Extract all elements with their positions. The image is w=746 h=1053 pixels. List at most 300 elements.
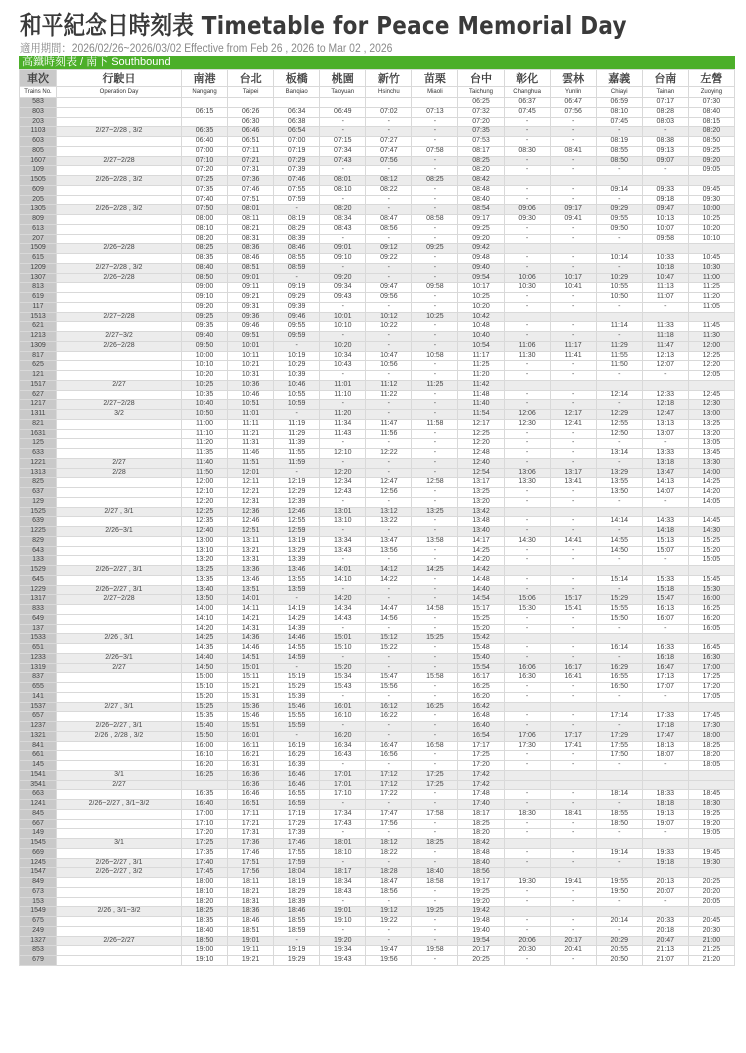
time-tainan: 11:33	[642, 322, 688, 332]
time-yunlin: -	[550, 166, 596, 176]
train-number: 825	[20, 478, 57, 488]
table-row	[20, 107, 735, 117]
time-zuoying: 12:30	[688, 400, 734, 410]
time-hsinchu: -	[366, 234, 412, 244]
time-taoyuan: 12:43	[320, 488, 366, 498]
time-chiayi: 16:29	[596, 663, 642, 673]
operation-day	[57, 819, 182, 829]
time-changhua: 17:06	[504, 731, 550, 741]
time-nangang: 13:25	[182, 566, 228, 576]
time-banqiao: 11:39	[274, 439, 320, 449]
time-chiayi: 11:55	[596, 351, 642, 361]
time-changhua: -	[504, 683, 550, 693]
time-miaoli: -	[412, 663, 458, 673]
time-changhua: -	[504, 800, 550, 810]
time-miaoli: -	[412, 829, 458, 839]
operation-day	[57, 605, 182, 615]
table-row	[20, 731, 735, 741]
time-taipei: 10:21	[228, 361, 274, 371]
train-number: 657	[20, 712, 57, 722]
time-miaoli: -	[412, 429, 458, 439]
time-chiayi: 09:29	[596, 205, 642, 215]
time-tainan: 07:17	[642, 98, 688, 108]
table-row	[20, 176, 735, 186]
time-taichung: 08:48	[458, 185, 504, 195]
time-taipei: 08:11	[228, 215, 274, 225]
operation-day: 2/27 , 3/1	[57, 702, 182, 712]
time-zuoying: 07:30	[688, 98, 734, 108]
time-changhua: -	[504, 614, 550, 624]
time-hsinchu: -	[366, 829, 412, 839]
train-number: 153	[20, 897, 57, 907]
time-zuoying: 14:25	[688, 478, 734, 488]
time-taoyuan: -	[320, 624, 366, 634]
time-zuoying: 12:20	[688, 361, 734, 371]
operation-day: 2/26 , 3/1	[57, 634, 182, 644]
time-miaoli: 17:25	[412, 780, 458, 790]
time-taichung: 14:20	[458, 556, 504, 566]
time-taipei: 08:46	[228, 254, 274, 264]
time-hsinchu: 10:47	[366, 351, 412, 361]
column-subheader-miaoli: Miaoli	[412, 87, 458, 98]
time-nangang: 17:35	[182, 848, 228, 858]
time-yunlin: -	[550, 848, 596, 858]
time-miaoli: -	[412, 488, 458, 498]
time-tainan: -	[642, 371, 688, 381]
time-zuoying	[688, 566, 734, 576]
time-taichung: 18:17	[458, 809, 504, 819]
time-zuoying: 16:05	[688, 624, 734, 634]
time-hsinchu: 12:47	[366, 478, 412, 488]
time-changhua: -	[504, 722, 550, 732]
time-zuoying: 21:00	[688, 936, 734, 946]
time-taipei: 15:11	[228, 673, 274, 683]
time-nangang: 16:40	[182, 800, 228, 810]
time-miaoli: -	[412, 683, 458, 693]
time-chiayi: 17:14	[596, 712, 642, 722]
time-taipei: 18:51	[228, 926, 274, 936]
time-taipei: 10:36	[228, 380, 274, 390]
time-chiayi: 15:14	[596, 575, 642, 585]
time-zuoying	[688, 907, 734, 917]
time-taipei: 18:21	[228, 887, 274, 897]
time-miaoli: -	[412, 546, 458, 556]
operation-day	[57, 351, 182, 361]
time-chiayi: -	[596, 556, 642, 566]
operation-day	[57, 624, 182, 634]
time-banqiao: 09:19	[274, 283, 320, 293]
operation-day	[57, 536, 182, 546]
train-number: 1537	[20, 702, 57, 712]
time-taichung: 20:25	[458, 956, 504, 966]
time-nangang: 13:35	[182, 575, 228, 585]
time-hsinchu: 19:22	[366, 917, 412, 927]
time-taipei: 18:31	[228, 897, 274, 907]
time-chiayi: 17:55	[596, 741, 642, 751]
time-taoyuan: -	[320, 439, 366, 449]
time-taichung: 17:48	[458, 790, 504, 800]
time-nangang: 18:00	[182, 878, 228, 888]
time-tainan: 16:33	[642, 644, 688, 654]
time-changhua: -	[504, 829, 550, 839]
time-chiayi: 18:14	[596, 790, 642, 800]
time-chiayi: 10:55	[596, 283, 642, 293]
time-chiayi: 10:14	[596, 254, 642, 264]
time-nangang: 14:10	[182, 614, 228, 624]
time-taoyuan: -	[320, 497, 366, 507]
time-hsinchu: -	[366, 595, 412, 605]
table-row	[20, 458, 735, 468]
table-row	[20, 956, 735, 966]
time-hsinchu: 10:12	[366, 312, 412, 322]
time-nangang: 15:35	[182, 712, 228, 722]
time-taoyuan: 09:43	[320, 293, 366, 303]
operation-day	[57, 107, 182, 117]
table-row	[20, 488, 735, 498]
time-chiayi: 08:19	[596, 137, 642, 147]
train-number: 1221	[20, 458, 57, 468]
time-taichung: 09:54	[458, 273, 504, 283]
table-row	[20, 800, 735, 810]
operation-day: 2/26~2/28	[57, 341, 182, 351]
train-number: 667	[20, 819, 57, 829]
time-chiayi: 11:29	[596, 341, 642, 351]
operation-day: 3/1	[57, 770, 182, 780]
time-tainan: 13:18	[642, 458, 688, 468]
train-number: 3541	[20, 780, 57, 790]
time-zuoying: 10:00	[688, 205, 734, 215]
time-taipei: 19:01	[228, 936, 274, 946]
time-banqiao: 08:59	[274, 263, 320, 273]
time-taichung: 16:54	[458, 731, 504, 741]
time-hsinchu: 18:22	[366, 848, 412, 858]
time-hsinchu: -	[366, 468, 412, 478]
time-zuoying: 21:20	[688, 956, 734, 966]
operation-day: 2/26~3/1	[57, 653, 182, 663]
operation-day	[57, 419, 182, 429]
operation-day: 2/26 , 3/1~3/2	[57, 907, 182, 917]
time-taoyuan: 11:43	[320, 429, 366, 439]
column-subheader-operation-day: Operation Day	[57, 87, 182, 98]
time-chiayi: 14:55	[596, 536, 642, 546]
time-hsinchu: -	[366, 653, 412, 663]
time-banqiao: 15:55	[274, 712, 320, 722]
time-chiayi: 12:29	[596, 410, 642, 420]
time-yunlin: -	[550, 488, 596, 498]
time-banqiao: 09:29	[274, 293, 320, 303]
time-taichung: 10:17	[458, 283, 504, 293]
time-miaoli: 07:13	[412, 107, 458, 117]
time-chiayi: 10:29	[596, 273, 642, 283]
time-banqiao: 10:19	[274, 351, 320, 361]
time-chiayi: 13:14	[596, 449, 642, 459]
time-yunlin: -	[550, 400, 596, 410]
time-taipei: 09:21	[228, 293, 274, 303]
table-row	[20, 205, 735, 215]
time-miaoli: -	[412, 595, 458, 605]
time-taipei: 16:31	[228, 761, 274, 771]
time-hsinchu: 16:12	[366, 702, 412, 712]
time-taoyuan: 10:01	[320, 312, 366, 322]
time-taipei: 07:36	[228, 176, 274, 186]
time-zuoying: 19:20	[688, 819, 734, 829]
time-tainan: 18:07	[642, 751, 688, 761]
time-zuoying: 20:20	[688, 887, 734, 897]
time-chiayi: 18:50	[596, 819, 642, 829]
time-taipei: 17:36	[228, 839, 274, 849]
time-taichung: 12:17	[458, 419, 504, 429]
operation-day	[57, 917, 182, 927]
time-chiayi	[596, 780, 642, 790]
table-row	[20, 663, 735, 673]
time-changhua: 09:30	[504, 215, 550, 225]
time-tainan: 13:33	[642, 449, 688, 459]
time-miaoli: -	[412, 390, 458, 400]
time-changhua: -	[504, 332, 550, 342]
time-miaoli: 18:25	[412, 839, 458, 849]
table-row	[20, 293, 735, 303]
time-hsinchu: 12:56	[366, 488, 412, 498]
operation-day	[57, 361, 182, 371]
time-taoyuan: 18:17	[320, 868, 366, 878]
time-changhua: -	[504, 790, 550, 800]
time-banqiao: 07:29	[274, 156, 320, 166]
time-banqiao: 17:59	[274, 858, 320, 868]
time-taoyuan: -	[320, 653, 366, 663]
operation-day: 2/27~2/28	[57, 595, 182, 605]
time-taipei: 11:46	[228, 449, 274, 459]
time-yunlin: -	[550, 614, 596, 624]
time-changhua: -	[504, 751, 550, 761]
time-tainan: 10:33	[642, 254, 688, 264]
time-taipei: 14:31	[228, 624, 274, 634]
table-row	[20, 858, 735, 868]
time-nangang: 17:00	[182, 809, 228, 819]
time-banqiao: -	[274, 468, 320, 478]
time-taichung: 18:20	[458, 829, 504, 839]
train-number: 1245	[20, 858, 57, 868]
operation-day	[57, 146, 182, 156]
time-taoyuan: 15:10	[320, 644, 366, 654]
column-header-chiayi: 嘉義	[596, 70, 642, 87]
time-nangang: 16:10	[182, 751, 228, 761]
time-taipei: 10:11	[228, 351, 274, 361]
time-changhua: 20:30	[504, 946, 550, 956]
time-yunlin	[550, 907, 596, 917]
table-row	[20, 478, 735, 488]
time-hsinchu: 18:12	[366, 839, 412, 849]
time-miaoli: -	[412, 585, 458, 595]
column-header-tainan: 台南	[642, 70, 688, 87]
time-yunlin: -	[550, 185, 596, 195]
time-taipei: 09:11	[228, 283, 274, 293]
time-taichung: 06:25	[458, 98, 504, 108]
time-nangang: 16:20	[182, 761, 228, 771]
time-taipei: 14:51	[228, 653, 274, 663]
header-row-english	[20, 87, 735, 98]
operation-day	[57, 809, 182, 819]
time-taichung: 16:48	[458, 712, 504, 722]
time-tainan: 09:58	[642, 234, 688, 244]
time-chiayi	[596, 702, 642, 712]
time-nangang: 12:25	[182, 507, 228, 517]
operation-day	[57, 741, 182, 751]
header-row-chinese	[20, 70, 735, 87]
time-yunlin	[550, 312, 596, 322]
table-row	[20, 341, 735, 351]
time-banqiao: 18:59	[274, 926, 320, 936]
time-zuoying: 14:05	[688, 497, 734, 507]
time-banqiao: 13:46	[274, 566, 320, 576]
time-taoyuan: 09:01	[320, 244, 366, 254]
time-taipei: 10:01	[228, 341, 274, 351]
time-taipei: 16:01	[228, 731, 274, 741]
time-nangang: 14:40	[182, 653, 228, 663]
table-row	[20, 634, 735, 644]
time-yunlin: 10:17	[550, 273, 596, 283]
time-zuoying: 13:25	[688, 419, 734, 429]
time-changhua: -	[504, 546, 550, 556]
time-nangang: 07:00	[182, 146, 228, 156]
time-tainan: 19:13	[642, 809, 688, 819]
time-tainan: 11:18	[642, 332, 688, 342]
time-tainan	[642, 380, 688, 390]
time-zuoying: 09:20	[688, 156, 734, 166]
time-yunlin: 20:41	[550, 946, 596, 956]
time-nangang: 09:20	[182, 302, 228, 312]
time-tainan: 17:13	[642, 673, 688, 683]
time-hsinchu: -	[366, 371, 412, 381]
time-tainan: 19:33	[642, 848, 688, 858]
time-nangang: 19:00	[182, 946, 228, 956]
time-chiayi: -	[596, 263, 642, 273]
time-changhua: -	[504, 195, 550, 205]
time-miaoli: -	[412, 234, 458, 244]
train-number: 651	[20, 644, 57, 654]
time-hsinchu: 14:47	[366, 605, 412, 615]
time-changhua: -	[504, 653, 550, 663]
time-tainan: 12:07	[642, 361, 688, 371]
time-banqiao: 16:59	[274, 800, 320, 810]
time-nangang: 14:00	[182, 605, 228, 615]
operation-day: 2/26 , 2/28 , 3/2	[57, 731, 182, 741]
time-miaoli: -	[412, 848, 458, 858]
time-changhua: -	[504, 390, 550, 400]
time-banqiao: 10:55	[274, 390, 320, 400]
time-banqiao: 07:46	[274, 176, 320, 186]
time-hsinchu: 07:56	[366, 156, 412, 166]
train-number: 1217	[20, 400, 57, 410]
time-banqiao: 09:39	[274, 302, 320, 312]
time-yunlin: -	[550, 390, 596, 400]
time-chiayi: -	[596, 497, 642, 507]
train-number: 1631	[20, 429, 57, 439]
time-taichung: 09:48	[458, 254, 504, 264]
time-tainan: 16:13	[642, 605, 688, 615]
time-miaoli: -	[412, 761, 458, 771]
time-chiayi	[596, 839, 642, 849]
operation-day: 2/26~2/28	[57, 244, 182, 254]
time-taipei: 12:36	[228, 507, 274, 517]
time-yunlin: -	[550, 527, 596, 537]
operation-day	[57, 234, 182, 244]
operation-day	[57, 614, 182, 624]
time-miaoli: 12:58	[412, 478, 458, 488]
time-miaoli: -	[412, 644, 458, 654]
time-nangang: 14:20	[182, 624, 228, 634]
time-taipei: 06:26	[228, 107, 274, 117]
time-yunlin: 12:17	[550, 410, 596, 420]
time-taichung: 17:20	[458, 761, 504, 771]
train-number: 1237	[20, 722, 57, 732]
time-banqiao: 06:38	[274, 117, 320, 127]
time-zuoying: 08:20	[688, 127, 734, 137]
time-zuoying: 17:00	[688, 663, 734, 673]
train-number: 1213	[20, 332, 57, 342]
time-tainan: 18:13	[642, 741, 688, 751]
time-yunlin: -	[550, 293, 596, 303]
time-miaoli: -	[412, 614, 458, 624]
time-banqiao: -	[274, 731, 320, 741]
operation-day: 3/2	[57, 410, 182, 420]
time-zuoying: 14:45	[688, 517, 734, 527]
time-miaoli: 14:58	[412, 605, 458, 615]
time-changhua: -	[504, 361, 550, 371]
time-hsinchu: 08:22	[366, 185, 412, 195]
time-hsinchu: 16:47	[366, 741, 412, 751]
time-zuoying: 18:05	[688, 761, 734, 771]
time-taichung: 07:20	[458, 117, 504, 127]
time-tainan	[642, 176, 688, 186]
train-number: 207	[20, 234, 57, 244]
train-number: 637	[20, 488, 57, 498]
table-row	[20, 712, 735, 722]
time-changhua: -	[504, 234, 550, 244]
time-tainan	[642, 634, 688, 644]
table-row	[20, 468, 735, 478]
time-banqiao: 06:54	[274, 127, 320, 137]
time-taoyuan: -	[320, 400, 366, 410]
time-nangang: 11:00	[182, 419, 228, 429]
time-zuoying: 21:25	[688, 946, 734, 956]
time-taipei: 07:46	[228, 185, 274, 195]
time-banqiao: 06:34	[274, 107, 320, 117]
time-changhua: 12:06	[504, 410, 550, 420]
time-nangang: 18:10	[182, 887, 228, 897]
time-chiayi: 07:45	[596, 117, 642, 127]
time-banqiao: 18:29	[274, 887, 320, 897]
table-row	[20, 722, 735, 732]
time-taichung: 19:40	[458, 926, 504, 936]
time-miaoli: -	[412, 917, 458, 927]
table-row	[20, 702, 735, 712]
time-hsinchu: 17:12	[366, 770, 412, 780]
time-changhua: -	[504, 761, 550, 771]
time-miaoli: -	[412, 322, 458, 332]
time-taipei: 11:51	[228, 458, 274, 468]
operation-day	[57, 137, 182, 147]
time-taoyuan: -	[320, 195, 366, 205]
time-tainan	[642, 507, 688, 517]
time-hsinchu: 09:22	[366, 254, 412, 264]
time-tainan: 10:18	[642, 263, 688, 273]
time-banqiao: 07:19	[274, 146, 320, 156]
time-zuoying: 08:15	[688, 117, 734, 127]
time-nangang: 17:20	[182, 829, 228, 839]
time-hsinchu: 10:56	[366, 361, 412, 371]
operation-day: 2/27	[57, 458, 182, 468]
train-number: 1505	[20, 176, 57, 186]
